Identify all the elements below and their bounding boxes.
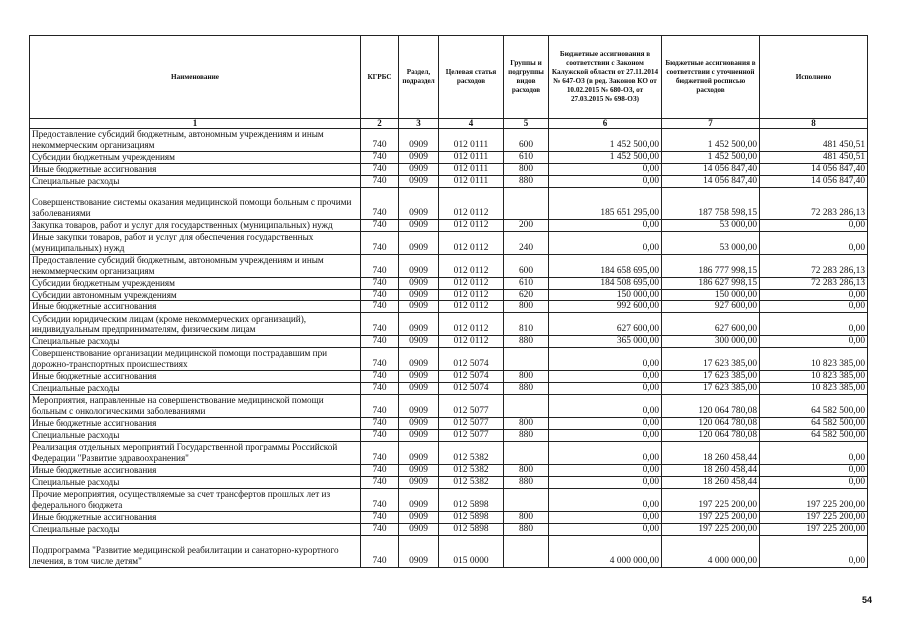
- row-name: Прочие мероприятия, осуществляемые за счет трансфертов прошлых лет из федерального бюджета: [30, 488, 361, 511]
- row-target: 012 5898: [439, 488, 504, 511]
- row-razdel: 0909: [399, 219, 439, 231]
- column-number: 2: [361, 119, 399, 129]
- row-refined: 186 777 998,15: [662, 254, 760, 277]
- row-kgrbs: 740: [361, 254, 399, 277]
- row-executed: 0,00: [760, 535, 868, 567]
- row-refined: 18 260 458,44: [662, 441, 760, 464]
- row-name: Специальные расходы: [30, 523, 361, 535]
- row-name: Специальные расходы: [30, 476, 361, 488]
- row-razdel: 0909: [399, 175, 439, 187]
- row-name: Иные закупки товаров, работ и услуг для обеспечения государственных (муниципальных) нужд: [30, 231, 361, 254]
- row-refined: 197 225 200,00: [662, 511, 760, 523]
- row-kgrbs: 740: [361, 231, 399, 254]
- row-razdel: 0909: [399, 301, 439, 313]
- row-kgrbs: 740: [361, 152, 399, 164]
- row-razdel: 0909: [399, 187, 439, 219]
- row-razdel: 0909: [399, 429, 439, 441]
- row-kgrbs: 740: [361, 175, 399, 187]
- row-kgrbs: 740: [361, 476, 399, 488]
- row-executed: 481 450,51: [760, 129, 868, 152]
- row-executed: 197 225 200,00: [760, 523, 868, 535]
- row-law: 0,00: [549, 348, 662, 371]
- row-target: 012 0111: [439, 175, 504, 187]
- row-law: 185 651 295,00: [549, 187, 662, 219]
- row-group: 620: [504, 289, 549, 301]
- row-razdel: 0909: [399, 476, 439, 488]
- row-razdel: 0909: [399, 163, 439, 175]
- row-group: 600: [504, 129, 549, 152]
- row-group: 240: [504, 231, 549, 254]
- row-law: 0,00: [549, 476, 662, 488]
- row-executed: 14 056 847,40: [760, 163, 868, 175]
- row-razdel: 0909: [399, 277, 439, 289]
- table-row: [30, 371, 868, 383]
- column-number: 7: [662, 119, 760, 129]
- row-executed: 10 823 385,00: [760, 371, 868, 383]
- column-number: 4: [439, 119, 504, 129]
- row-razdel: 0909: [399, 441, 439, 464]
- row-kgrbs: 740: [361, 348, 399, 371]
- row-target: 012 5382: [439, 441, 504, 464]
- row-target: 012 5382: [439, 464, 504, 476]
- row-group: 800: [504, 511, 549, 523]
- row-law: 365 000,00: [549, 336, 662, 348]
- row-refined: 18 260 458,44: [662, 476, 760, 488]
- row-law: 0,00: [549, 383, 662, 395]
- row-kgrbs: 740: [361, 418, 399, 430]
- row-name: Специальные расходы: [30, 175, 361, 187]
- row-group: 600: [504, 254, 549, 277]
- row-kgrbs: 740: [361, 535, 399, 567]
- row-executed: 10 823 385,00: [760, 348, 868, 371]
- row-executed: 14 056 847,40: [760, 175, 868, 187]
- row-target: 012 5382: [439, 476, 504, 488]
- table-row: [30, 163, 868, 175]
- row-group: 800: [504, 163, 549, 175]
- header-kgrbs: КГРБС: [361, 36, 399, 119]
- row-group: 800: [504, 301, 549, 313]
- row-law: 0,00: [549, 175, 662, 187]
- row-group: 610: [504, 277, 549, 289]
- row-name: Совершенствование организации медицинской помощи пострадавшим при дорожно-транспортных происшествиях: [30, 348, 361, 371]
- table-row: [30, 187, 868, 219]
- budget-table: [29, 35, 868, 568]
- table-row: [30, 441, 868, 464]
- header-law: Бюджетные ассигнования в соответствии с Законом Калужской области от 27.11.2014 № 647-ОЗ (в ред. Законов КО от 10.02.2015 № 680-ОЗ, от 27.03.2015 № 698-ОЗ): [549, 36, 662, 119]
- row-group: [504, 187, 549, 219]
- table-row: [30, 129, 868, 152]
- row-law: 1 452 500,00: [549, 129, 662, 152]
- table-row: [30, 152, 868, 164]
- row-razdel: 0909: [399, 254, 439, 277]
- row-kgrbs: 740: [361, 464, 399, 476]
- table-row: [30, 476, 868, 488]
- row-executed: 64 582 500,00: [760, 418, 868, 430]
- row-name: Субсидии юридическим лицам (кроме некоммерческих организаций), индивидуальным предпринимателям, физическим лицам: [30, 313, 361, 336]
- row-razdel: 0909: [399, 464, 439, 476]
- row-kgrbs: 740: [361, 313, 399, 336]
- row-razdel: 0909: [399, 152, 439, 164]
- row-law: 150 000,00: [549, 289, 662, 301]
- row-name: Мероприятия, направленные на совершенствование медицинской помощи больным с онкологическими заболеваниями: [30, 395, 361, 418]
- row-razdel: 0909: [399, 313, 439, 336]
- row-target: 012 5077: [439, 418, 504, 430]
- table-row: [30, 395, 868, 418]
- row-refined: 17 623 385,00: [662, 348, 760, 371]
- row-name: Специальные расходы: [30, 429, 361, 441]
- row-group: 880: [504, 336, 549, 348]
- row-group: 800: [504, 371, 549, 383]
- column-number: 3: [399, 119, 439, 129]
- row-target: 012 0112: [439, 301, 504, 313]
- header-refined: Бюджетные ассигнования в соответствии с уточненной бюджетной росписью расходов: [662, 36, 760, 119]
- table-row: [30, 313, 868, 336]
- row-group: 610: [504, 152, 549, 164]
- row-law: 0,00: [549, 511, 662, 523]
- row-razdel: 0909: [399, 511, 439, 523]
- row-executed: 0,00: [760, 476, 868, 488]
- row-name: Специальные расходы: [30, 336, 361, 348]
- row-kgrbs: 740: [361, 187, 399, 219]
- row-executed: 10 823 385,00: [760, 383, 868, 395]
- row-razdel: 0909: [399, 336, 439, 348]
- row-name: Иные бюджетные ассигнования: [30, 163, 361, 175]
- column-number: 5: [504, 119, 549, 129]
- table-row: [30, 231, 868, 254]
- row-kgrbs: 740: [361, 511, 399, 523]
- row-refined: 120 064 780,08: [662, 395, 760, 418]
- row-target: 012 0111: [439, 129, 504, 152]
- table-row: [30, 289, 868, 301]
- row-executed: 0,00: [760, 231, 868, 254]
- row-razdel: 0909: [399, 418, 439, 430]
- row-name: Совершенствование системы оказания медицинской помощи больным с прочими заболеваниями: [30, 187, 361, 219]
- row-refined: 4 000 000,00: [662, 535, 760, 567]
- row-executed: 481 450,51: [760, 152, 868, 164]
- row-razdel: 0909: [399, 535, 439, 567]
- row-kgrbs: 740: [361, 219, 399, 231]
- row-executed: 0,00: [760, 336, 868, 348]
- row-refined: 627 600,00: [662, 313, 760, 336]
- row-target: 012 0111: [439, 163, 504, 175]
- row-kgrbs: 740: [361, 523, 399, 535]
- row-name: Предоставление субсидий бюджетным, автономным учреждениям и иным некоммерческим организациям: [30, 129, 361, 152]
- table-row: [30, 383, 868, 395]
- row-kgrbs: 740: [361, 336, 399, 348]
- row-refined: 1 452 500,00: [662, 152, 760, 164]
- header-executed: Исполнено: [760, 36, 868, 119]
- row-kgrbs: 740: [361, 429, 399, 441]
- row-law: 0,00: [549, 488, 662, 511]
- row-razdel: 0909: [399, 383, 439, 395]
- row-law: 0,00: [549, 371, 662, 383]
- row-group: [504, 535, 549, 567]
- row-target: 012 0112: [439, 231, 504, 254]
- row-refined: 197 225 200,00: [662, 523, 760, 535]
- header-razdel: Раздел, подраздел: [399, 36, 439, 119]
- row-target: 012 5898: [439, 511, 504, 523]
- header-groups: Группы и подгруппы видов расходов: [504, 36, 549, 119]
- row-razdel: 0909: [399, 488, 439, 511]
- row-refined: 187 758 598,15: [662, 187, 760, 219]
- row-group: 810: [504, 313, 549, 336]
- row-executed: 0,00: [760, 313, 868, 336]
- row-name: Субсидии бюджетным учреждениям: [30, 277, 361, 289]
- row-kgrbs: 740: [361, 289, 399, 301]
- row-executed: 72 283 286,13: [760, 187, 868, 219]
- row-group: 880: [504, 476, 549, 488]
- row-razdel: 0909: [399, 395, 439, 418]
- row-executed: 64 582 500,00: [760, 395, 868, 418]
- row-executed: 197 225 200,00: [760, 488, 868, 511]
- row-law: 0,00: [549, 163, 662, 175]
- row-executed: 72 283 286,13: [760, 277, 868, 289]
- row-executed: 0,00: [760, 219, 868, 231]
- table-row: [30, 219, 868, 231]
- row-group: 880: [504, 383, 549, 395]
- row-law: 0,00: [549, 231, 662, 254]
- row-executed: 72 283 286,13: [760, 254, 868, 277]
- column-number: 6: [549, 119, 662, 129]
- row-refined: 53 000,00: [662, 231, 760, 254]
- row-target: 012 5074: [439, 383, 504, 395]
- table-row: [30, 464, 868, 476]
- header-target: Целевая статья расходов: [439, 36, 504, 119]
- table-row: [30, 175, 868, 187]
- table-row: [30, 429, 868, 441]
- table-row: [30, 301, 868, 313]
- row-target: 012 0112: [439, 187, 504, 219]
- column-number: 1: [30, 119, 361, 129]
- row-executed: 64 582 500,00: [760, 429, 868, 441]
- row-law: 1 452 500,00: [549, 152, 662, 164]
- row-group: 880: [504, 523, 549, 535]
- row-refined: 1 452 500,00: [662, 129, 760, 152]
- row-target: 012 5898: [439, 523, 504, 535]
- row-executed: 197 225 200,00: [760, 511, 868, 523]
- row-group: [504, 488, 549, 511]
- row-name: Подпрограмма "Развитие медицинской реабилитации и санаторно-курортного лечения, в том числе детям": [30, 535, 361, 567]
- row-kgrbs: 740: [361, 277, 399, 289]
- row-razdel: 0909: [399, 523, 439, 535]
- row-group: [504, 395, 549, 418]
- row-name: Иные бюджетные ассигнования: [30, 371, 361, 383]
- row-refined: 14 056 847,40: [662, 163, 760, 175]
- row-kgrbs: 740: [361, 395, 399, 418]
- table-row: [30, 535, 868, 567]
- row-group: 880: [504, 175, 549, 187]
- row-law: 0,00: [549, 429, 662, 441]
- header-name: Наименование: [30, 36, 361, 119]
- row-refined: 197 225 200,00: [662, 488, 760, 511]
- row-group: 200: [504, 219, 549, 231]
- row-executed: 0,00: [760, 441, 868, 464]
- row-razdel: 0909: [399, 289, 439, 301]
- row-executed: 0,00: [760, 464, 868, 476]
- row-target: 012 0112: [439, 254, 504, 277]
- table-header-row: [30, 36, 868, 119]
- row-executed: 0,00: [760, 289, 868, 301]
- table-row: [30, 348, 868, 371]
- row-refined: 120 064 780,08: [662, 429, 760, 441]
- row-razdel: 0909: [399, 348, 439, 371]
- table-row: [30, 336, 868, 348]
- row-target: 012 0112: [439, 313, 504, 336]
- row-name: Иные бюджетные ассигнования: [30, 418, 361, 430]
- row-target: 012 0112: [439, 277, 504, 289]
- row-name: Иные бюджетные ассигнования: [30, 464, 361, 476]
- row-name: Предоставление субсидий бюджетным, автономным учреждениям и иным некоммерческим организациям: [30, 254, 361, 277]
- row-name: Реализация отдельных мероприятий Государственной программы Российской Федерации "Развитие здравоохранения": [30, 441, 361, 464]
- row-law: 0,00: [549, 523, 662, 535]
- row-razdel: 0909: [399, 231, 439, 254]
- row-refined: 14 056 847,40: [662, 175, 760, 187]
- page-number: 54: [862, 595, 873, 605]
- column-number: 8: [760, 119, 868, 129]
- row-group: 800: [504, 418, 549, 430]
- row-refined: 150 000,00: [662, 289, 760, 301]
- row-name: Субсидии автономным учреждениям: [30, 289, 361, 301]
- row-target: 012 0112: [439, 336, 504, 348]
- row-razdel: 0909: [399, 129, 439, 152]
- row-kgrbs: 740: [361, 129, 399, 152]
- row-target: 012 0112: [439, 289, 504, 301]
- row-target: 012 5074: [439, 348, 504, 371]
- row-refined: 120 064 780,08: [662, 418, 760, 430]
- row-target: 012 5074: [439, 371, 504, 383]
- row-law: 0,00: [549, 464, 662, 476]
- row-group: [504, 441, 549, 464]
- row-law: 0,00: [549, 418, 662, 430]
- row-target: 012 0111: [439, 152, 504, 164]
- row-name: Специальные расходы: [30, 383, 361, 395]
- column-number-row: [30, 119, 868, 129]
- row-kgrbs: 740: [361, 371, 399, 383]
- table-row: [30, 488, 868, 511]
- row-law: 4 000 000,00: [549, 535, 662, 567]
- row-name: Закупка товаров, работ и услуг для государственных (муниципальных) нужд: [30, 219, 361, 231]
- table-row: [30, 523, 868, 535]
- row-refined: 18 260 458,44: [662, 464, 760, 476]
- row-refined: 927 600,00: [662, 301, 760, 313]
- row-law: 992 600,00: [549, 301, 662, 313]
- row-group: 800: [504, 464, 549, 476]
- row-target: 012 0112: [439, 219, 504, 231]
- row-target: 012 5077: [439, 395, 504, 418]
- row-kgrbs: 740: [361, 383, 399, 395]
- row-target: 015 0000: [439, 535, 504, 567]
- row-name: Иные бюджетные ассигнования: [30, 511, 361, 523]
- row-name: Иные бюджетные ассигнования: [30, 301, 361, 313]
- table-row: [30, 277, 868, 289]
- table-row: [30, 511, 868, 523]
- row-executed: 0,00: [760, 301, 868, 313]
- row-refined: 186 627 998,15: [662, 277, 760, 289]
- row-refined: 17 623 385,00: [662, 383, 760, 395]
- row-law: 184 508 695,00: [549, 277, 662, 289]
- row-name: Субсидии бюджетным учреждениям: [30, 152, 361, 164]
- row-law: 0,00: [549, 395, 662, 418]
- row-law: 627 600,00: [549, 313, 662, 336]
- row-group: 880: [504, 429, 549, 441]
- row-refined: 53 000,00: [662, 219, 760, 231]
- row-refined: 17 623 385,00: [662, 371, 760, 383]
- row-law: 184 658 695,00: [549, 254, 662, 277]
- row-target: 012 5077: [439, 429, 504, 441]
- row-kgrbs: 740: [361, 301, 399, 313]
- row-group: [504, 348, 549, 371]
- table-row: [30, 418, 868, 430]
- row-kgrbs: 740: [361, 441, 399, 464]
- row-refined: 300 000,00: [662, 336, 760, 348]
- row-law: 0,00: [549, 441, 662, 464]
- row-kgrbs: 740: [361, 488, 399, 511]
- row-kgrbs: 740: [361, 163, 399, 175]
- row-razdel: 0909: [399, 371, 439, 383]
- row-law: 0,00: [549, 219, 662, 231]
- table-row: [30, 254, 868, 277]
